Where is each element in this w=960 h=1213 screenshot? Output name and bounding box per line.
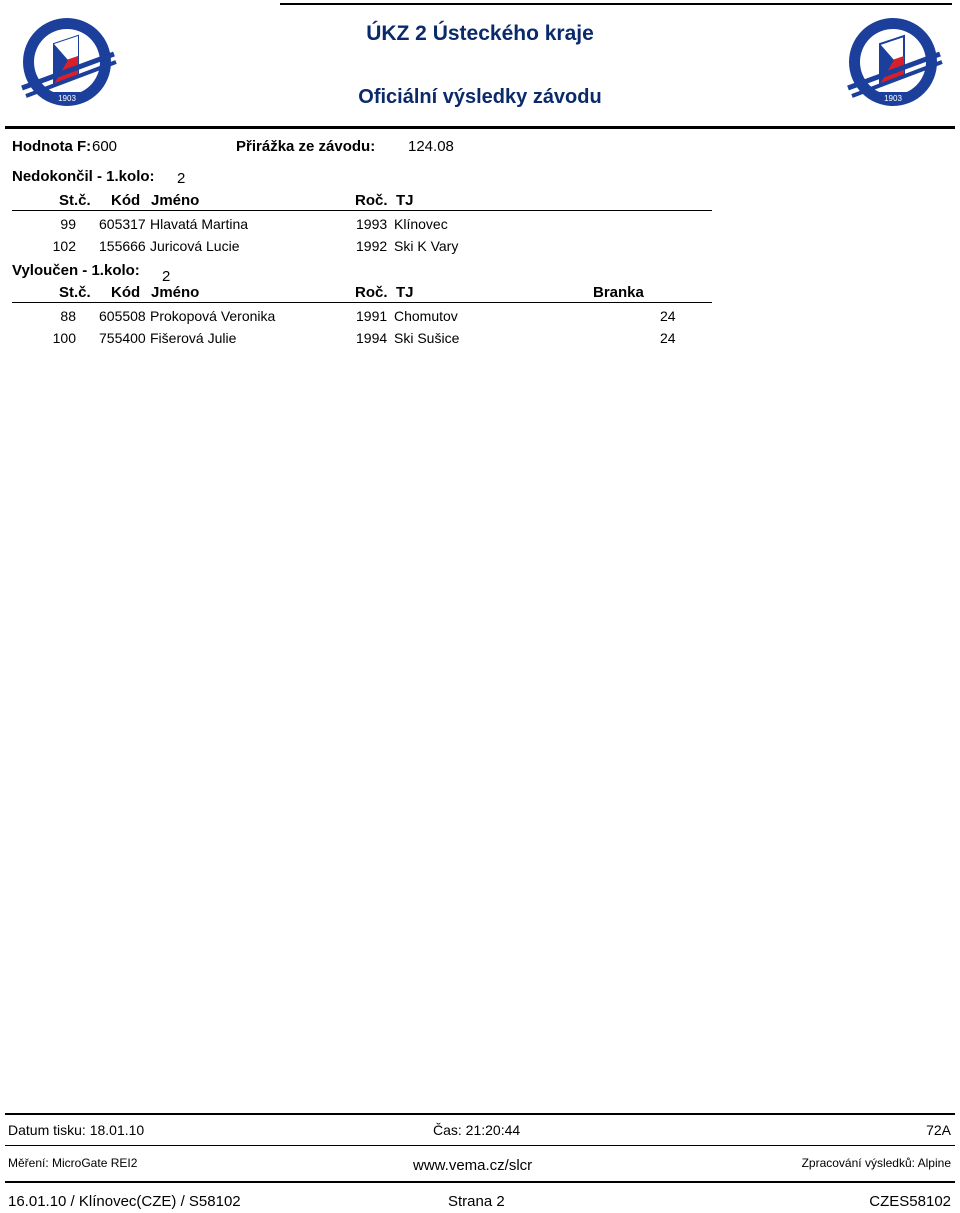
dnf-section-label: Nedokončil - 1.kolo: [12, 168, 155, 185]
page-number: Strana 2 [448, 1193, 505, 1210]
dsq-col-gate: Branka [593, 284, 644, 301]
year: 1993 [356, 216, 388, 232]
club: Ski Sušice [394, 330, 460, 346]
timing-info: Měření: MicroGate REI2 [8, 1156, 138, 1170]
page-subtitle: Oficiální výsledky závodu [358, 86, 602, 108]
name: Juricová Lucie [150, 238, 240, 254]
f-value-label: Hodnota F: [12, 138, 92, 155]
gate: 24 [660, 308, 676, 324]
code: 155666 [99, 238, 146, 254]
dsq-count: 2 [162, 268, 171, 285]
processing-info: Zpracování výsledků: Alpine [801, 1156, 951, 1170]
bib: 88 [60, 308, 76, 324]
dsq-col-year: Roč. [355, 284, 388, 301]
dsq-col-club: TJ [396, 284, 414, 301]
year: 1991 [356, 308, 388, 324]
dsq-header-underline [12, 302, 712, 303]
dnf-header-underline [12, 210, 712, 211]
page-title: ÚKZ 2 Ústeckého kraje [366, 22, 594, 45]
header-divider [5, 126, 955, 129]
penalty-label: Přirážka ze závodu: [236, 138, 376, 155]
bib: 99 [60, 216, 76, 232]
race-code: CZES58102 [869, 1193, 951, 1210]
dnf-count: 2 [177, 170, 186, 187]
code: 605317 [99, 216, 146, 232]
top-divider [280, 3, 952, 5]
race-info: 16.01.10 / Klínovec(CZE) / S58102 [8, 1193, 241, 1210]
footer-top-divider [5, 1113, 955, 1115]
print-time: Čas: 21:20:44 [433, 1122, 521, 1138]
penalty-value: 124.08 [408, 138, 454, 155]
bib: 102 [52, 238, 76, 254]
code: 605508 [99, 308, 146, 324]
dsq-section-label: Vyloučen - 1.kolo: [12, 262, 140, 279]
dnf-col-club: TJ [396, 192, 414, 209]
dnf-col-year: Roč. [355, 192, 388, 209]
logo-year: 1903 [58, 94, 76, 103]
dnf-col-name: Jméno [151, 192, 200, 209]
dnf-col-bib: St.č. [59, 192, 91, 209]
dsq-col-name: Jméno [151, 284, 200, 301]
footer-mid-divider [5, 1145, 955, 1146]
club: Ski K Vary [394, 238, 459, 254]
logo-year: 1903 [884, 94, 902, 103]
gate: 24 [660, 330, 676, 346]
website-link[interactable]: www.vema.cz/slcr [413, 1157, 533, 1174]
dsq-col-bib: St.č. [59, 284, 91, 301]
year: 1994 [356, 330, 388, 346]
code: 755400 [99, 330, 146, 346]
year: 1992 [356, 238, 388, 254]
dnf-col-code: Kód [111, 192, 141, 209]
club: Chomutov [394, 308, 458, 324]
footer-bottom-divider [5, 1181, 955, 1183]
name: Fišerová Julie [150, 330, 237, 346]
name: Prokopová Veronika [150, 308, 276, 324]
name: Hlavatá Martina [150, 216, 249, 232]
f-value: 600 [92, 138, 118, 155]
bib: 100 [52, 330, 76, 346]
form-code: 72A [926, 1122, 951, 1138]
print-date: Datum tisku: 18.01.10 [8, 1122, 145, 1138]
dsq-col-code: Kód [111, 284, 141, 301]
club: Klínovec [394, 216, 448, 232]
